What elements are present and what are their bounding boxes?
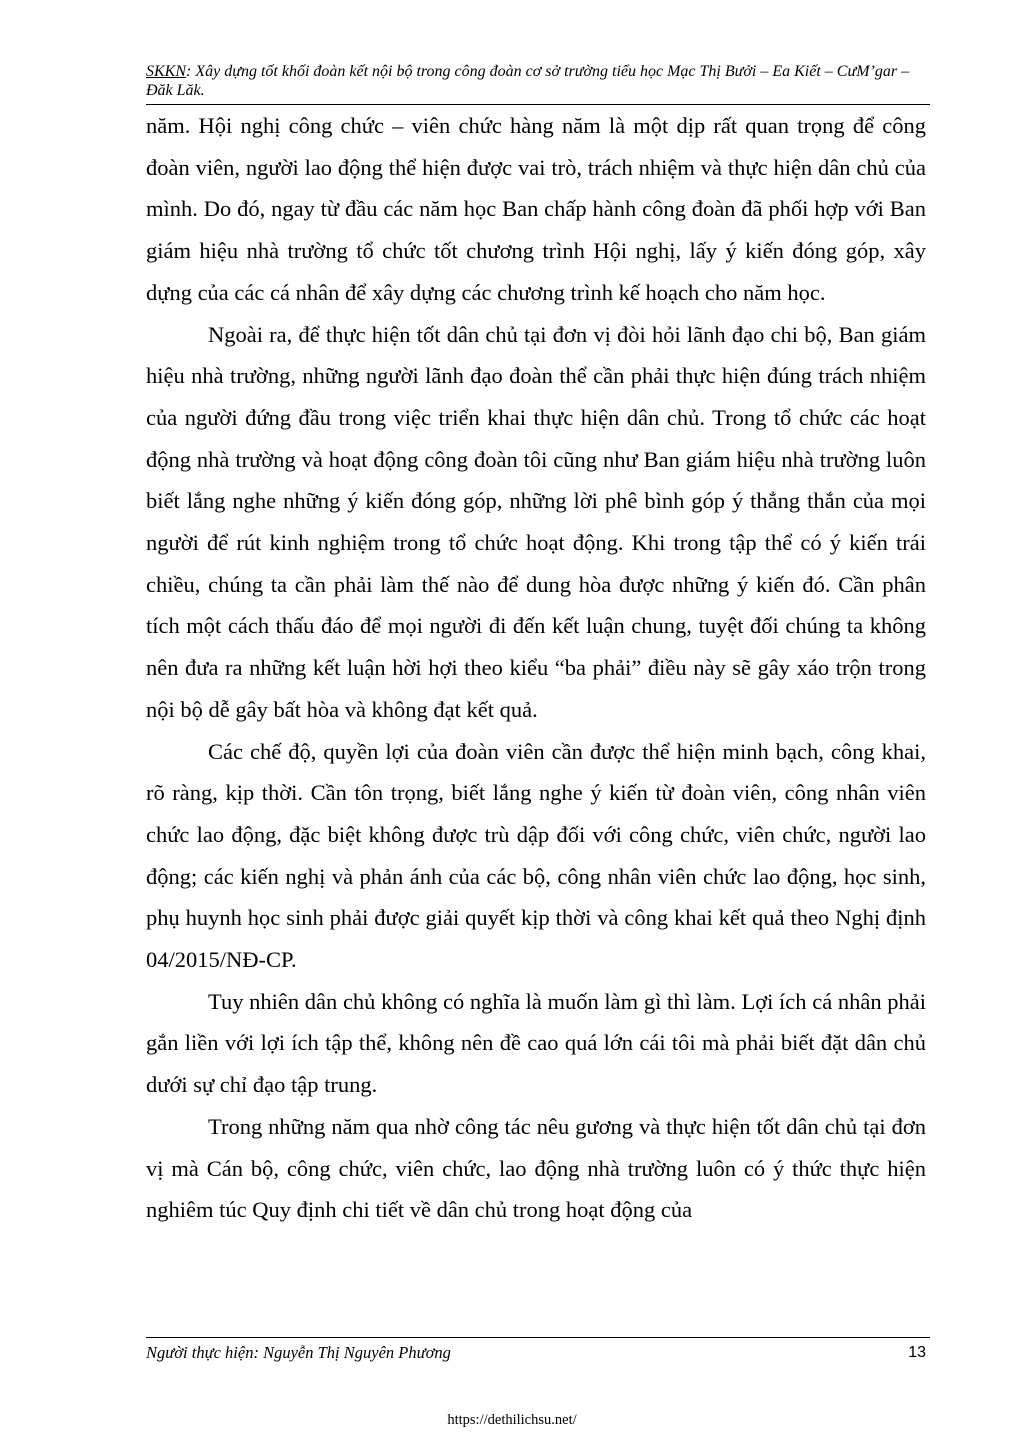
paragraph: Các chế độ, quyền lợi của đoàn viên cần được thể hiện minh bạch, công khai, rõ ràng, kịp thời. Cần tôn trọng, biết lắng nghe ý kiến từ đoàn viên, công nhân viên chức lao động, đặc biệt không được trù dập đối với công chức, viên chức, người lao động; các kiến nghị và phản ánh của các bộ, công nhân viên chức lao động, học sinh, phụ huynh học sinh phải được giải quyết kịp thời và công khai kết quả theo Nghị định 04/2015/NĐ-CP. [146, 738, 926, 973]
body-text [146, 105, 926, 1231]
source-url: https://dethilichsu.net/ [447, 1412, 577, 1428]
paragraph: Ngoài ra, để thực hiện tốt dân chủ tại đơn vị đòi hỏi lãnh đạo chi bộ, Ban giám hiệu nhà trường, những người lãnh đạo đoàn thể cần phải thực hiện đúng trách nhiệm của người đứng đầu trong việc triển khai thực hiện dân chủ. Trong tổ chức các hoạt động nhà trường và hoạt động công đoàn tôi cũng như Ban giám hiệu nhà trường luôn biết lắng nghe những ý kiến đóng góp, những lời phê bình góp ý thẳng thắn của mọi người để rút kinh nghiệm trong tổ chức hoạt động. Khi trong tập thể có ý kiến trái chiều, chúng ta cần phải làm thế nào để dung hòa được những ý kiến đó. Cần phân tích một cách thấu đáo để mọi người đi đến kết luận chung, tuyệt đối chúng ta không nên đưa ra những kết luận hời hợi theo kiểu “ba phải” điều này sẽ gây xáo trộn trong nội bộ dễ gây bất hòa và không đạt kết quả. [146, 321, 926, 722]
footer-author: Người thực hiện: Nguyễn Thị Nguyên Phương [146, 1343, 451, 1362]
paragraph: Trong những năm qua nhờ công tác nêu gương và thực hiện tốt dân chủ tại đơn vị mà Cán bộ, công chức, viên chức, lao động nhà trường luôn có ý thức thực hiện nghiêm túc Quy định chi tiết về dân chủ trong hoạt động của [146, 1113, 926, 1223]
header-abbreviation: SKKN [146, 63, 187, 80]
header-title: : Xây dựng tốt khối đoàn kết nội bộ trong công đoàn cơ sở trường tiểu học Mạc Thị Bưởi – Ea Kiết – CưM’gar – Đăk Lăk. [146, 63, 910, 99]
running-header [146, 62, 930, 100]
paragraph: Tuy nhiên dân chủ không có nghĩa là muốn làm gì thì làm. Lợi ích cá nhân phải gắn liền với lợi ích tập thể, không nên đề cao quá lớn cái tôi mà phải biết đặt dân chủ dưới sự chỉ đạo tập trung. [146, 988, 926, 1098]
paragraph-continued: năm. Hội nghị công chức – viên chức hàng năm là một dịp rất quan trọng để công đoàn viên, người lao động thể hiện được vai trò, trách nhiệm và thực hiện dân chủ của mình. Do đó, ngay từ đầu các năm học Ban chấp hành công đoàn đã phối hợp với Ban giám hiệu nhà trường tổ chức tốt chương trình Hội nghị, lấy ý kiến đóng góp, xây dựng của các cá nhân để xây dựng các chương trình kế hoạch cho năm học. [146, 113, 926, 305]
footer-divider [146, 1337, 930, 1338]
page-number: 13 [908, 1344, 926, 1361]
